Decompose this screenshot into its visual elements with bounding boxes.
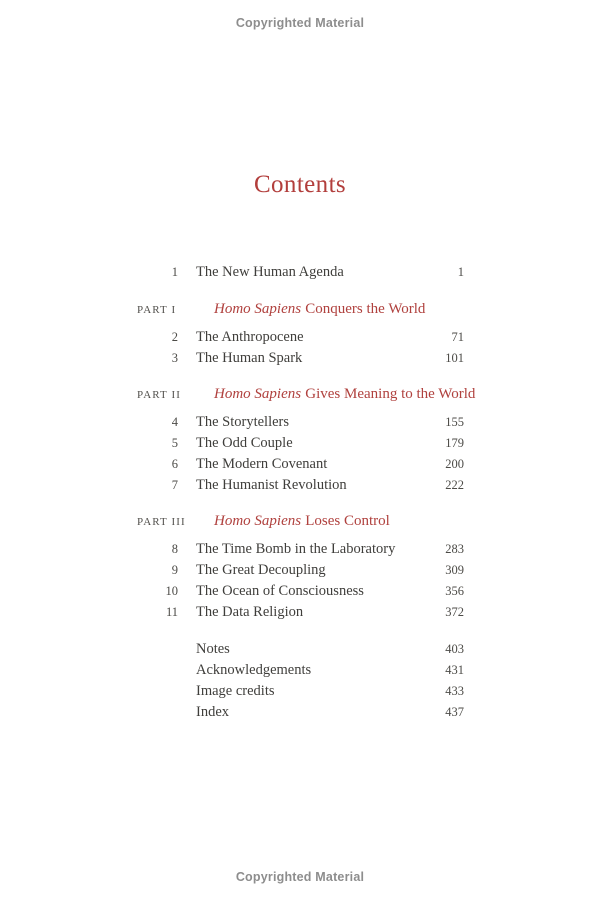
chapter-number: 9	[171, 563, 178, 577]
toc-part-heading	[137, 384, 476, 406]
toc-entry	[137, 602, 464, 623]
part-label: PART III	[137, 516, 186, 528]
part-label: PART II	[137, 389, 182, 401]
part-title-rest: Conquers the World	[305, 301, 426, 317]
copyright-notice-bottom: Copyrighted Material	[235, 870, 365, 884]
chapter-number: 10	[165, 584, 178, 598]
page-number: 222	[445, 478, 464, 492]
chapter-title: The Time Bomb in the Laboratory	[196, 541, 396, 557]
part-label: PART I	[137, 304, 177, 316]
toc-part-heading	[137, 511, 464, 533]
part-title	[214, 384, 475, 405]
toc-entry-backmatter	[137, 681, 464, 702]
chapter-number: 2	[171, 330, 178, 344]
toc-part-heading	[137, 299, 464, 321]
toc-entry	[137, 539, 464, 560]
page-number: 283	[445, 542, 464, 556]
chapter-number: 1	[171, 265, 178, 279]
table-of-contents	[137, 262, 476, 723]
page-number: 101	[445, 351, 464, 365]
part-title-italic: Homo Sapiens	[214, 301, 302, 317]
toc-entry	[137, 581, 464, 602]
copyright-notice-top: Copyrighted Material	[235, 16, 365, 30]
chapter-title: The Human Spark	[196, 350, 303, 366]
toc-entry-backmatter	[137, 639, 464, 660]
chapter-title: The Modern Covenant	[196, 456, 328, 472]
chapter-title: The Great Decoupling	[196, 562, 326, 578]
chapter-title: The New Human Agenda	[196, 264, 344, 280]
page-number: 155	[445, 415, 464, 429]
chapter-number: 7	[171, 478, 178, 492]
toc-entry	[137, 262, 464, 283]
part-title	[214, 511, 464, 532]
part-title-rest: Gives Meaning to the World	[305, 386, 476, 402]
page-number: 309	[445, 563, 464, 577]
page-number: 1	[457, 265, 464, 279]
chapter-number: 4	[171, 415, 178, 429]
toc-entry	[137, 327, 464, 348]
toc-entry-backmatter	[137, 660, 464, 681]
backmatter-title: Notes	[196, 641, 230, 657]
toc-entry	[137, 348, 464, 369]
backmatter-title: Image credits	[196, 683, 275, 699]
part-title-rest: Loses Control	[305, 513, 390, 529]
part-title-italic: Homo Sapiens	[214, 386, 302, 402]
page-number: 372	[445, 605, 464, 619]
toc-entry-backmatter	[137, 702, 464, 723]
page-number: 433	[445, 684, 464, 698]
chapter-number: 8	[171, 542, 178, 556]
page-number: 431	[445, 663, 464, 677]
chapter-number: 3	[171, 351, 178, 365]
backmatter-title: Index	[196, 704, 230, 720]
page-number: 71	[451, 330, 464, 344]
chapter-number: 11	[165, 605, 178, 619]
toc-entry	[137, 433, 464, 454]
page-number: 356	[445, 584, 464, 598]
toc-entry	[137, 454, 464, 475]
part-title-italic: Homo Sapiens	[214, 513, 302, 529]
chapter-number: 5	[171, 436, 178, 450]
part-title	[214, 299, 464, 320]
chapter-title: The Anthropocene	[196, 329, 304, 345]
page-number: 403	[445, 642, 464, 656]
chapter-title: The Data Religion	[196, 604, 304, 620]
chapter-title: The Humanist Revolution	[196, 477, 347, 493]
page-title: Contents	[253, 171, 347, 198]
toc-entry	[137, 475, 464, 496]
toc-entry	[137, 412, 464, 433]
backmatter-title: Acknowledgements	[196, 662, 312, 678]
chapter-title: The Odd Couple	[196, 435, 293, 451]
page-number: 200	[445, 457, 464, 471]
page-number: 179	[445, 436, 464, 450]
chapter-title: The Storytellers	[196, 414, 290, 430]
toc-entry	[137, 560, 464, 581]
page-number: 437	[445, 705, 464, 719]
chapter-title: The Ocean of Consciousness	[196, 583, 364, 599]
chapter-number: 6	[171, 457, 178, 471]
